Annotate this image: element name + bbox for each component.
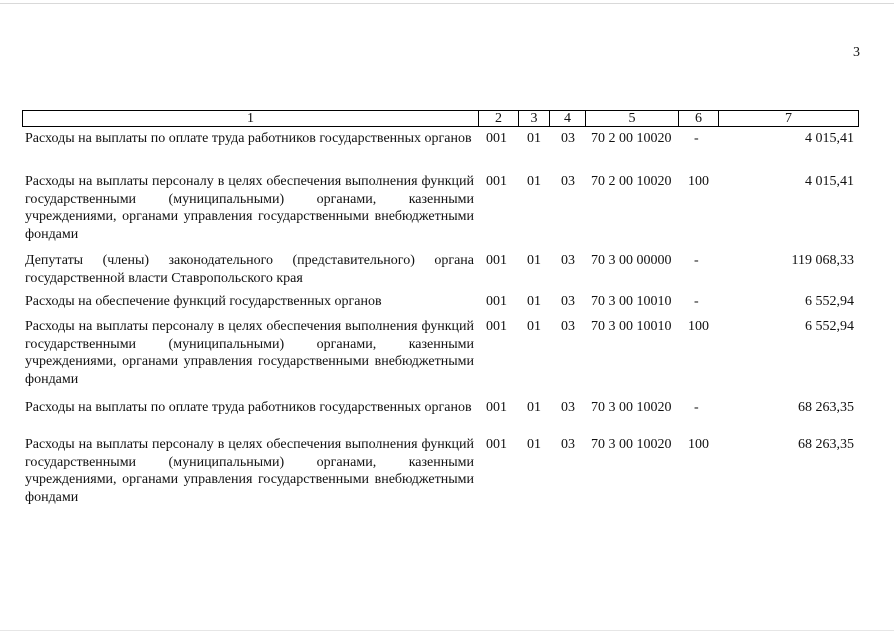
row-col-3: 01 bbox=[527, 319, 541, 334]
header-col-7: 7 bbox=[718, 111, 858, 126]
scan-edge-bottom bbox=[0, 630, 894, 631]
row-col-6: - bbox=[694, 253, 699, 268]
header-col-4: 4 bbox=[549, 111, 585, 126]
row-col-6: 100 bbox=[688, 174, 709, 189]
row-col-4: 03 bbox=[561, 253, 575, 268]
row-description: Расходы на выплаты по оплате труда работников государственных органов bbox=[25, 131, 472, 146]
row-col-3: 01 bbox=[527, 131, 541, 146]
row-col-5: 70 3 00 10010 bbox=[591, 319, 672, 334]
row-description: Депутаты (члены) законодательного (представительного) органа государственной власти Ставропольского края bbox=[25, 253, 474, 286]
row-col-7: 119 068,33 bbox=[791, 253, 854, 268]
row-col-2: 001 bbox=[486, 294, 507, 309]
row-col-3: 01 bbox=[527, 253, 541, 268]
row-col-3: 01 bbox=[527, 437, 541, 452]
row-col-6: - bbox=[694, 131, 699, 146]
row-col-5: 70 2 00 10020 bbox=[591, 131, 672, 146]
row-col-7: 6 552,94 bbox=[805, 294, 854, 309]
row-description: Расходы на выплаты по оплате труда работников государственных органов bbox=[25, 400, 472, 415]
row-col-6: - bbox=[694, 294, 699, 309]
row-col-7: 4 015,41 bbox=[805, 131, 854, 146]
row-col-2: 001 bbox=[486, 131, 507, 146]
row-col-2: 001 bbox=[486, 400, 507, 415]
table-header bbox=[22, 110, 859, 127]
scan-edge-top bbox=[0, 3, 894, 4]
row-description: Расходы на выплаты персоналу в целях обеспечения выполнения функций государственными (муниципальными) органами, казенными учреждениями, органами управления государственными внебюджетными фондами bbox=[25, 174, 474, 242]
header-col-5: 5 bbox=[585, 111, 678, 126]
row-col-4: 03 bbox=[561, 319, 575, 334]
row-col-2: 001 bbox=[486, 253, 507, 268]
header-col-3: 3 bbox=[518, 111, 549, 126]
header-col-1: 1 bbox=[247, 111, 254, 126]
row-col-6: 100 bbox=[688, 319, 709, 334]
row-col-6: - bbox=[694, 400, 699, 415]
header-col-2: 2 bbox=[478, 111, 518, 126]
row-col-6: 100 bbox=[688, 437, 709, 452]
header-col-6: 6 bbox=[678, 111, 718, 126]
row-col-2: 001 bbox=[486, 319, 507, 334]
row-col-5: 70 3 00 10020 bbox=[591, 437, 672, 452]
row-description: Расходы на выплаты персоналу в целях обеспечения выполнения функций государственными (муниципальными) органами, казенными учреждениями, органами управления государственными внебюджетными фондами bbox=[25, 437, 474, 505]
page-number: 3 bbox=[853, 45, 860, 60]
row-col-4: 03 bbox=[561, 294, 575, 309]
row-col-4: 03 bbox=[561, 174, 575, 189]
row-col-5: 70 3 00 10020 bbox=[591, 400, 672, 415]
row-col-7: 6 552,94 bbox=[805, 319, 854, 334]
row-col-5: 70 2 00 10020 bbox=[591, 174, 672, 189]
row-description: Расходы на выплаты персоналу в целях обеспечения выполнения функций государственными (муниципальными) органами, казенными учреждениями, органами управления государственными внебюджетными фондами bbox=[25, 319, 474, 387]
row-description: Расходы на обеспечение функций государственных органов bbox=[25, 294, 382, 309]
row-col-2: 001 bbox=[486, 437, 507, 452]
row-col-4: 03 bbox=[561, 437, 575, 452]
row-col-3: 01 bbox=[527, 174, 541, 189]
row-col-7: 68 263,35 bbox=[798, 437, 854, 452]
row-col-2: 001 bbox=[486, 174, 507, 189]
row-col-4: 03 bbox=[561, 131, 575, 146]
row-col-7: 4 015,41 bbox=[805, 174, 854, 189]
row-col-5: 70 3 00 00000 bbox=[591, 253, 672, 268]
row-col-5: 70 3 00 10010 bbox=[591, 294, 672, 309]
row-col-7: 68 263,35 bbox=[798, 400, 854, 415]
row-col-4: 03 bbox=[561, 400, 575, 415]
row-col-3: 01 bbox=[527, 400, 541, 415]
row-col-3: 01 bbox=[527, 294, 541, 309]
